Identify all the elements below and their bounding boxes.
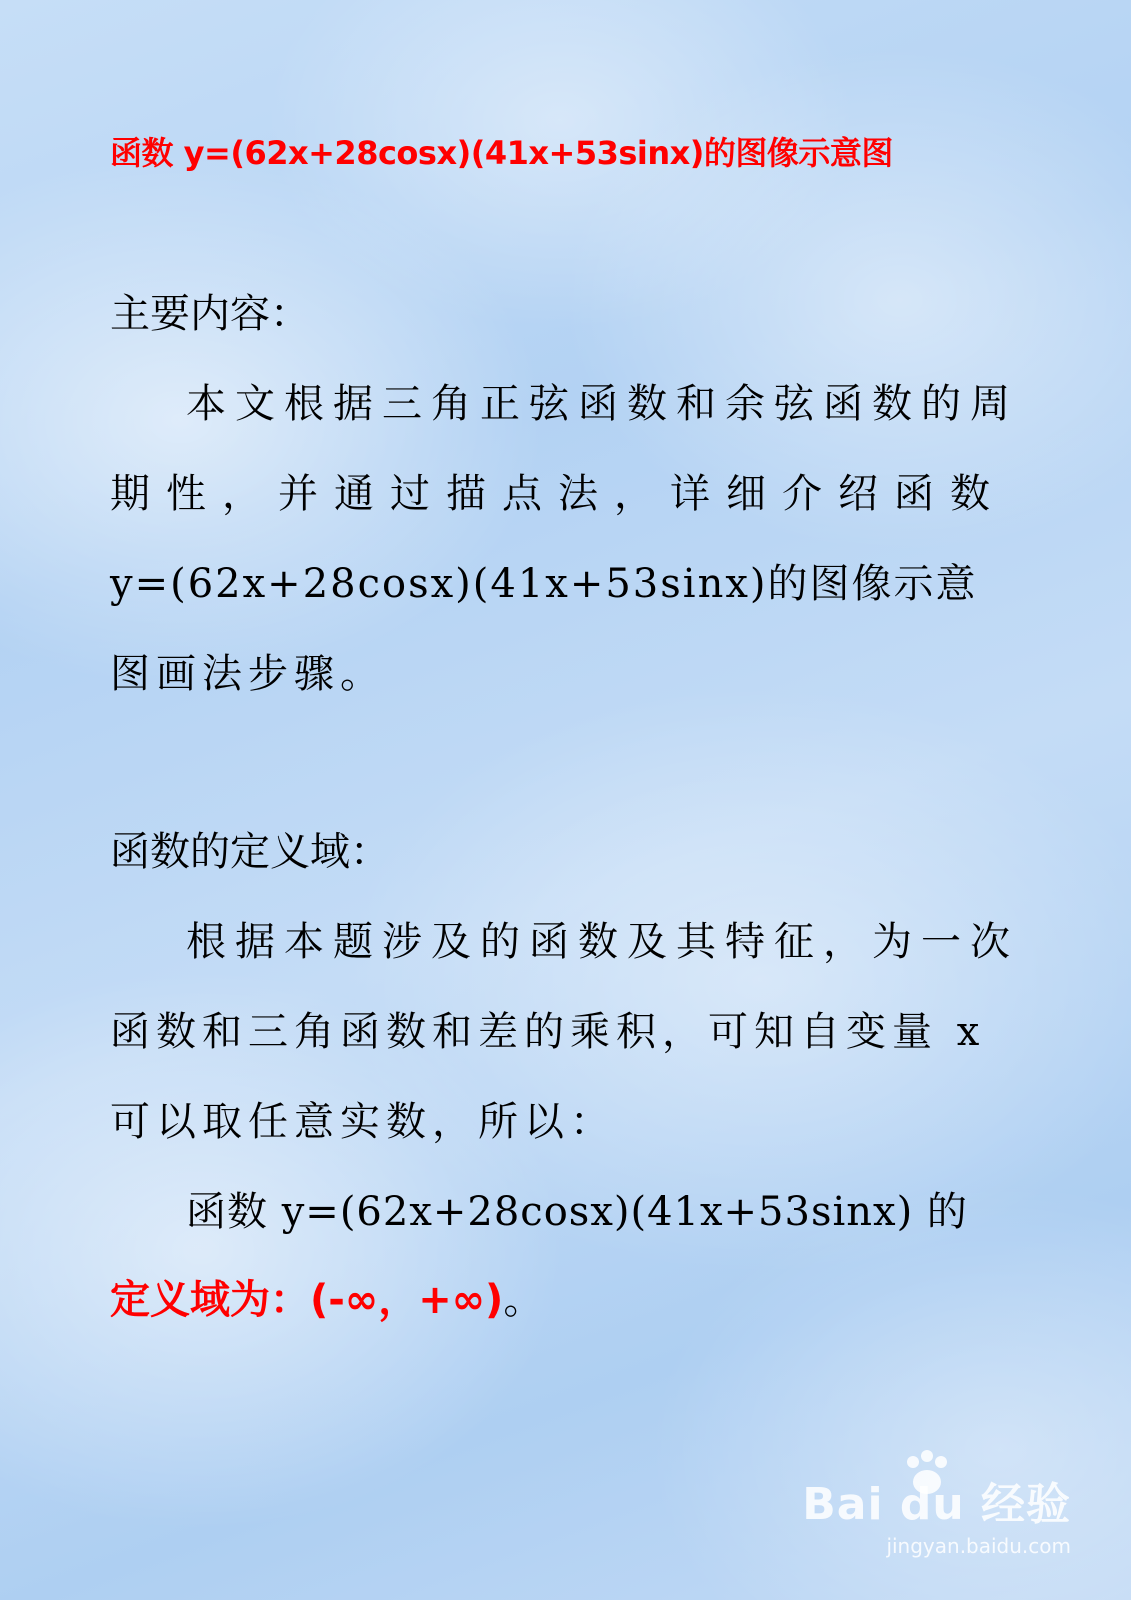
paragraph-line — [110, 642, 1022, 699]
paragraph-line — [110, 372, 1022, 429]
paragraph-line — [110, 462, 1022, 519]
paragraph-line-text: y=(62x+28cosx)(41x+53sinx)的图像示意 — [110, 561, 978, 607]
paragraph-line — [110, 552, 1022, 609]
domain-result: 定义域为：(-∞，+∞) — [110, 1277, 504, 1323]
paragraph-line — [110, 910, 1022, 967]
section-heading-main-content: 主要内容： — [110, 291, 310, 337]
watermark-url: jingyan.baidu.com — [886, 1534, 1071, 1558]
domain-result-period: 。 — [503, 1277, 544, 1323]
watermark-logo: Bai du 经验 — [802, 1479, 1071, 1530]
baidu-jingyan-watermark — [802, 1448, 1071, 1578]
section-heading-domain: 函数的定义域： — [110, 829, 390, 875]
domain-result-line — [110, 1268, 543, 1325]
paragraph-line-text: 根据本题涉及的函数及其特征，为一次 — [186, 919, 1019, 965]
paragraph-line — [110, 1000, 1022, 1057]
paragraph-line-text: 图画法步骤。 — [110, 651, 386, 697]
paragraph-line-text: 期性，并通过描点法，详细介绍函数 — [110, 471, 1006, 517]
paragraph-line-text: 函数和三角函数和差的乘积，可知自变量 x — [110, 1009, 986, 1055]
page-title: 函数 y=(62x+28cosx)(41x+53sinx)的图像示意图 — [110, 134, 893, 172]
paragraph-line — [110, 1180, 1022, 1237]
paragraph-line-text: 函数 y=(62x+28cosx)(41x+53sinx) 的 — [186, 1189, 968, 1235]
paragraph-line-text: 本文根据三角正弦函数和余弦函数的周 — [186, 381, 1019, 427]
paragraph-line — [110, 1090, 1022, 1147]
paragraph-line-text: 可以取任意实数，所以： — [110, 1099, 616, 1145]
